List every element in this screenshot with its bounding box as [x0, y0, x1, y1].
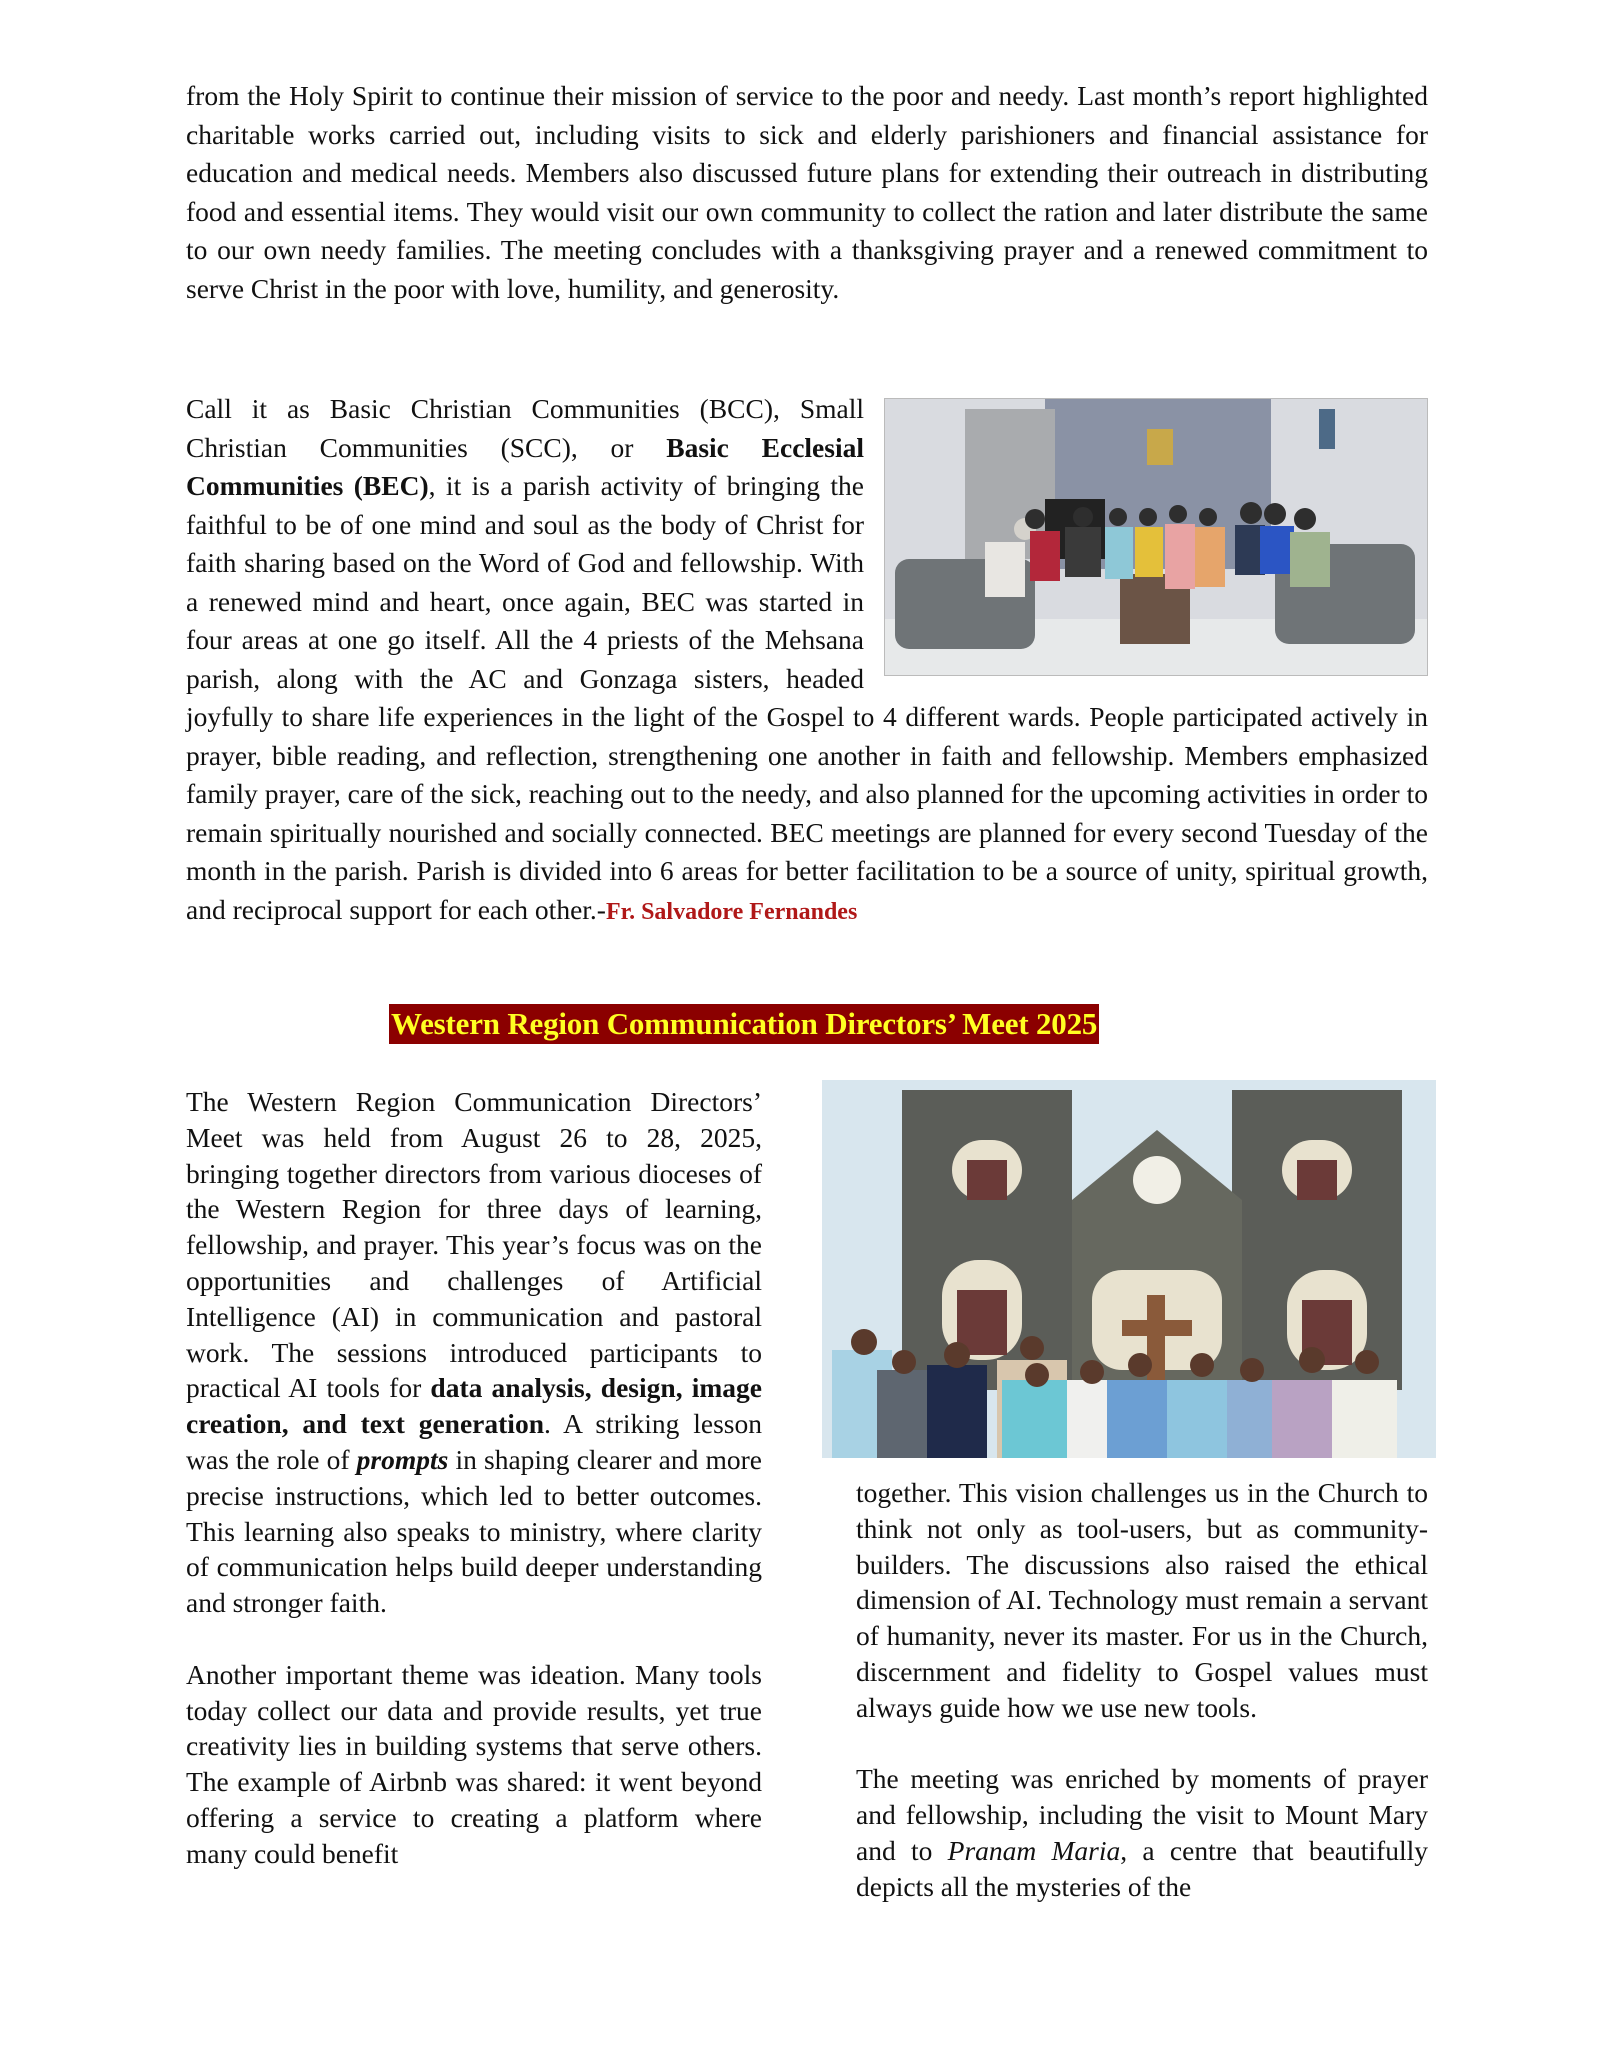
meet-paragraph-3 [856, 1761, 1428, 1904]
bec-term: Basic Ecclesial Communities (BEC) [186, 431, 864, 501]
meet-p1-text: The Western Region Communication Directors’ Meet was held from August 26 to 28, 2025, bringing together directors from various dioceses of the Western Region for three days of learning, fellowship, and prayer. This year’s focus was on the opportunities and challenges of Artificial Intelligence (AI) in communication and pastoral work. The sessions introduced participants to practical AI tools for [186, 1086, 762, 1404]
meet-p3-text-2: , a centre that beautifully depicts all the mysteries of the [856, 1834, 1428, 1902]
bec-article [186, 390, 1428, 931]
meet-right-column [856, 1475, 1428, 1905]
meet-p3-text: The meeting was enriched by moments of prayer and fellowship, including the visit to Mount Mary and to [856, 1763, 1428, 1866]
ai-tools-emphasis: data analysis, design, image creation, and text generation [186, 1372, 762, 1440]
bec-meeting-photo [884, 398, 1428, 676]
bec-body-text: , it is a parish activity of bringing the faithful to be of one mind and soul as the body of Christ for faith sharing based on the Word of God and fellowship. With a renewed mind and heart, once again, BEC was started in four areas at one go itself. All the 4 priests of the Mehsana parish, along with the AC and Gonzaga sisters, headed joyfully to share life experiences in the light of the Gospel to 4 different wards. People participated actively in prayer, bible reading, and reflection, strengthening one another in faith and fellowship. Members emphasized family prayer, care of the sick, reaching out to the needy, and also planned for the upcoming activities in order to remain spiritually nourished and socially connected. BEC meetings are planned for every second Tuesday of the month in the parish. Parish is divided into 6 areas for better facilitation to be a source of unity, spiritual growth, and reciprocal support for each other.- [186, 470, 1428, 925]
prompts-emphasis: prompts [356, 1443, 449, 1475]
meet-paragraph-2: Another important theme was ideation. Many tools today collect our data and provide results, yet true creativity lies in building systems that serve others. The example of Airbnb was shared: it went beyond offering a service to creating a platform where many could benefit [186, 1658, 762, 1869]
meet-paragraph-2-continued: together. This vision challenges us in the Church to think not only as tool-users, but as community-builders. The discussions also raised the ethical dimension of AI. Technology must remain a servant of humanity, never its master. For us in the Church, discernment and fidelity to Gospel values must always guide how we use new tools. [856, 1477, 1428, 1723]
meet-paragraph-1 [186, 1084, 762, 1621]
meet-p1-text-3: in shaping clearer and more precise instructions, which led to better outcomes. This learning also speaks to ministry, where clarity of communication helps build deeper understanding and stronger faith. [186, 1443, 762, 1619]
section-heading-banner: Western Region Communication Directors’ Meet 2025 [389, 1004, 1099, 1044]
pranam-maria-emphasis: Pranam Maria [947, 1834, 1121, 1866]
mount-mary-group-photo [822, 1080, 1436, 1458]
meet-left-column [186, 1084, 762, 1872]
intro-paragraph: from the Holy Spirit to continue their mission of service to the poor and needy. Last month’s report highlighted charitable works carried out, including visits to sick and elderly parishioners and financial assistance for education and medical needs. Members also discussed future plans for extending their outreach in distributing food and essential items. They would visit our own community to collect the ration and later distribute the same to our own needy families. The meeting concludes with a thanksgiving prayer and a renewed commitment to serve Christ in the poor with love, humility, and generosity. [186, 80, 1428, 304]
article-author: Fr. Salvadore Fernandes [605, 898, 858, 925]
meet-p1-text-2: . A striking lesson was the role of [186, 1408, 762, 1475]
bec-lead-text: Call it as Basic Christian Communities (BCC), Small Christian Communities (SCC), or [186, 393, 864, 463]
